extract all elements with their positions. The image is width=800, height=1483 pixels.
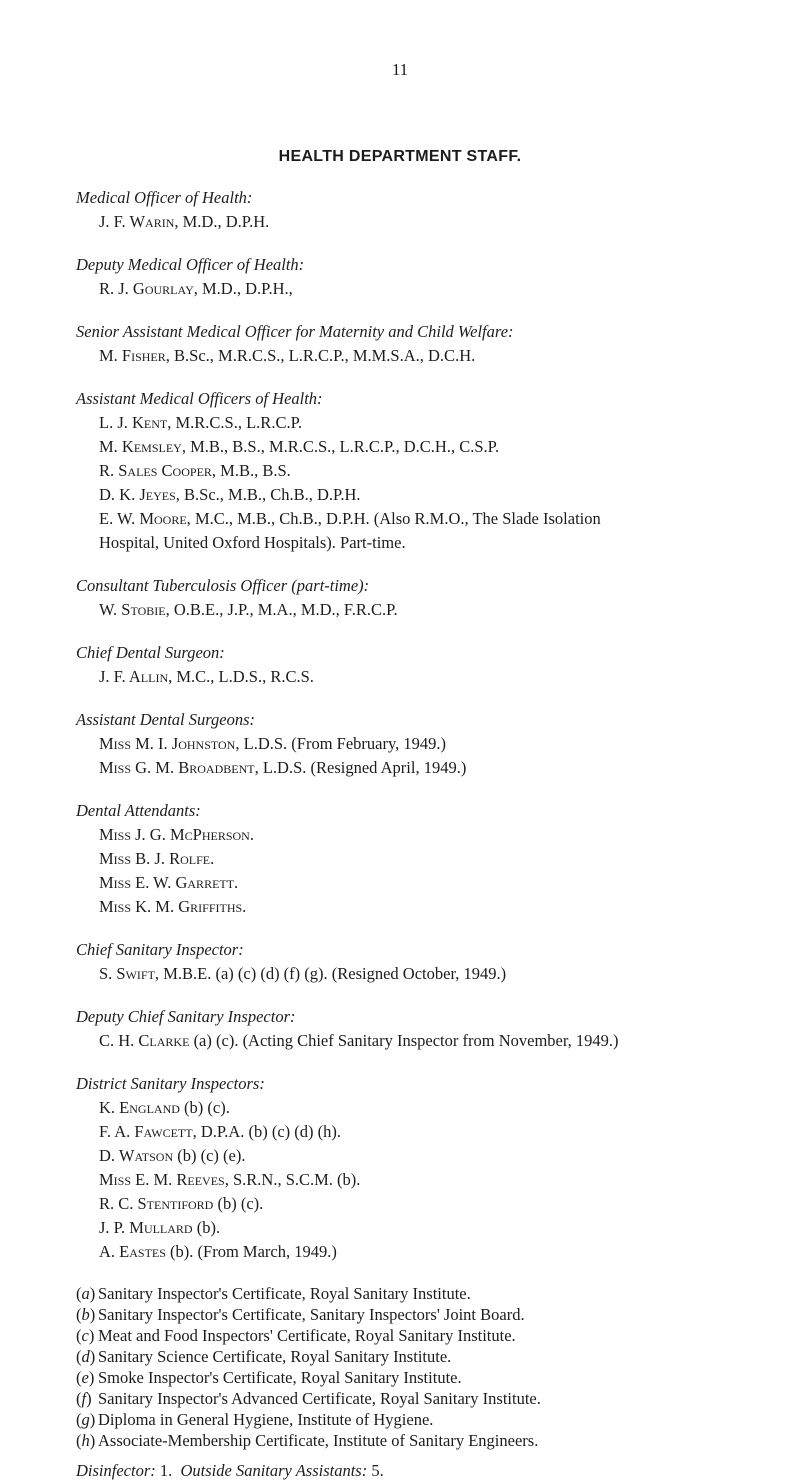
staff-qualifications: M.B., B.S. — [216, 461, 291, 480]
staff-qualifications: D.P.A. (b) (c) (d) (h). — [196, 1122, 342, 1141]
section-heading: Chief Sanitary Inspector: — [76, 940, 244, 959]
section-heading: Senior Assistant Medical Officer for Maternity and Child Welfare: — [76, 322, 514, 341]
staff-qualifications: M.R.C.S., L.R.C.P. — [171, 413, 303, 432]
staff-name: K. England — [99, 1098, 180, 1117]
staff-qualifications: M.B., B.S., M.R.C.S., L.R.C.P., D.C.H., C.S.P. — [185, 437, 500, 456]
staff-entry — [76, 1144, 796, 1168]
staff-name: J. P. Mullard — [99, 1218, 193, 1237]
staff-section — [76, 1072, 796, 1264]
section-heading: District Sanitary Inspectors: — [76, 1074, 265, 1093]
staff-entry — [76, 732, 796, 756]
staff-qualifications: L.D.S. (From February, 1949.) — [239, 734, 447, 753]
note-text: Sanitary Inspector's Certificate, Royal Sanitary Institute. — [98, 1284, 471, 1303]
staff-name: J. F. Allin, — [99, 667, 173, 686]
note-key-letter: c — [81, 1326, 89, 1345]
note-item — [76, 1367, 796, 1388]
staff-qualifications: B.Sc., M.B., Ch.B., D.P.H. — [179, 485, 361, 504]
staff-entry — [76, 1029, 796, 1053]
staff-qualifications: M.B.E. (a) (c) (d) (f) (g). (Resigned October, 1949.) — [159, 964, 507, 983]
staff-qualifications: M.C., M.B., Ch.B., D.P.H. (Also R.M.O., The Slade Isolation — [190, 509, 601, 528]
staff-name: D. Watson — [99, 1146, 174, 1165]
note-key: (f) — [76, 1389, 92, 1408]
staff-name: F. A. Fawcett, — [99, 1122, 197, 1141]
staff-entry — [76, 277, 796, 301]
staff-entry — [76, 344, 796, 368]
staff-entry — [76, 210, 796, 234]
staff-qualifications: B.Sc., M.R.C.S., L.R.C.P., M.M.S.A., D.C.H. — [169, 346, 476, 365]
bottom-line — [76, 1459, 796, 1483]
staff-name: M. Kemsley, — [99, 437, 186, 456]
note-item — [76, 1430, 796, 1451]
note-text: Smoke Inspector's Certificate, Royal Sanitary Institute. — [98, 1368, 462, 1387]
staff-entry — [76, 1120, 796, 1144]
staff-entry — [76, 507, 796, 531]
staff-qualifications: (b). (From March, 1949.) — [165, 1242, 337, 1261]
staff-entry — [76, 459, 796, 483]
note-key: (a) — [76, 1284, 96, 1303]
section-heading: Assistant Medical Officers of Health: — [76, 389, 323, 408]
note-text: Diploma in General Hygiene, Institute of Hygiene. — [98, 1410, 434, 1429]
staff-section — [76, 708, 796, 780]
staff-name: E. W. Moore, — [99, 509, 191, 528]
staff-entry — [76, 1168, 796, 1192]
page-title: HEALTH DEPARTMENT STAFF. — [278, 148, 522, 165]
staff-list — [76, 186, 796, 1483]
note-text: Sanitary Inspector's Certificate, Sanitary Inspectors' Joint Board. — [98, 1305, 525, 1324]
note-item — [76, 1409, 796, 1430]
staff-name: Miss E. M. Reeves, — [99, 1170, 229, 1189]
note-key-letter: g — [81, 1410, 90, 1429]
staff-section — [76, 574, 796, 622]
staff-name: Miss B. J. Rolfe. — [99, 849, 215, 868]
staff-name: Miss M. I. Johnston, — [99, 734, 240, 753]
staff-qualifications: M.C., L.D.S., R.C.S. — [172, 667, 314, 686]
staff-qualifications: (a) (c). (Acting Chief Sanitary Inspector from November, 1949.) — [189, 1031, 619, 1050]
staff-entry — [76, 1096, 796, 1120]
staff-name: S. Swift, — [99, 964, 160, 983]
qualification-notes — [76, 1283, 796, 1451]
staff-qualifications: (b) (c) (e). — [173, 1146, 246, 1165]
staff-entry — [76, 847, 796, 871]
staff-name: C. H. Clarke — [99, 1031, 190, 1050]
staff-entry — [76, 823, 796, 847]
staff-entry — [76, 483, 796, 507]
disinfector-value: 1. — [155, 1461, 173, 1480]
staff-name: W. Stobie, — [99, 600, 170, 619]
outside-assistants-label: Outside Sanitary Assistants: — [180, 1461, 368, 1480]
staff-qualifications: Hospital, United Oxford Hospitals). Part-time. — [99, 533, 406, 552]
staff-section — [76, 938, 796, 986]
staff-section — [76, 641, 796, 689]
staff-entry — [76, 411, 796, 435]
note-key-letter: b — [81, 1305, 90, 1324]
staff-name: D. K. Jeyes, — [99, 485, 180, 504]
note-text: Associate-Membership Certificate, Institute of Sanitary Engineers. — [98, 1431, 539, 1450]
section-heading: Deputy Medical Officer of Health: — [76, 255, 305, 274]
staff-entry — [76, 598, 796, 622]
staff-qualifications: S.R.N., S.C.M. (b). — [228, 1170, 361, 1189]
staff-section — [76, 320, 796, 368]
staff-name: L. J. Kent, — [99, 413, 172, 432]
disinfector-label: Disinfector: — [76, 1461, 156, 1480]
staff-qualifications: L.D.S. (Resigned April, 1949.) — [258, 758, 467, 777]
staff-qualifications: (b) (c). — [213, 1194, 264, 1213]
staff-name: R. C. Stentiford — [99, 1194, 214, 1213]
staff-entry — [76, 895, 796, 919]
note-text: Sanitary Inspector's Advanced Certificate, Royal Sanitary Institute. — [98, 1389, 541, 1408]
section-heading: Chief Dental Surgeon: — [76, 643, 225, 662]
staff-entry — [76, 1192, 796, 1216]
note-key-letter: h — [81, 1431, 90, 1450]
staff-section — [76, 253, 796, 301]
staff-name: Miss J. G. McPherson. — [99, 825, 254, 844]
staff-entry — [76, 665, 796, 689]
staff-qualifications: M.D., D.P.H. — [178, 212, 270, 231]
staff-qualifications: M.D., D.P.H., — [197, 279, 293, 298]
staff-section — [76, 186, 796, 234]
note-item — [76, 1283, 796, 1304]
note-key-letter: f — [81, 1389, 87, 1408]
note-key-letter: a — [81, 1284, 90, 1303]
staff-name: R. Sales Cooper, — [99, 461, 217, 480]
section-heading: Dental Attendants: — [76, 801, 201, 820]
note-text: Sanitary Science Certificate, Royal Sanitary Institute. — [98, 1347, 452, 1366]
note-key: (c) — [76, 1326, 95, 1345]
note-key: (g) — [76, 1410, 96, 1429]
note-text: Meat and Food Inspectors' Certificate, Royal Sanitary Institute. — [98, 1326, 516, 1345]
page-number: 11 — [391, 60, 409, 79]
section-heading: Consultant Tuberculosis Officer (part-time): — [76, 576, 370, 595]
staff-sections — [76, 186, 796, 1264]
note-item — [76, 1388, 796, 1409]
staff-qualifications: O.B.E., J.P., M.A., M.D., F.R.C.P. — [169, 600, 398, 619]
note-key-letter: e — [81, 1368, 89, 1387]
note-item — [76, 1346, 796, 1367]
staff-entry — [76, 1216, 796, 1240]
staff-entry — [76, 435, 796, 459]
staff-name: Miss K. M. Griffiths. — [99, 897, 247, 916]
staff-section — [76, 387, 796, 555]
note-key: (e) — [76, 1368, 95, 1387]
section-heading: Medical Officer of Health: — [76, 188, 253, 207]
outside-assistants-value: 5. — [367, 1461, 384, 1480]
staff-name: Miss E. W. Garrett. — [99, 873, 239, 892]
note-key: (h) — [76, 1431, 96, 1450]
staff-section — [76, 799, 796, 919]
staff-entry — [76, 1240, 796, 1264]
staff-name: A. Eastes — [99, 1242, 166, 1261]
note-key: (b) — [76, 1305, 96, 1324]
staff-entry — [76, 756, 796, 780]
note-key: (d) — [76, 1347, 96, 1366]
staff-entry — [76, 962, 796, 986]
note-item — [76, 1325, 796, 1346]
staff-name: R. J. Gourlay, — [99, 279, 198, 298]
staff-section — [76, 1005, 796, 1053]
staff-entry — [76, 531, 796, 555]
staff-qualifications: (b) (c). — [179, 1098, 230, 1117]
section-heading: Deputy Chief Sanitary Inspector: — [76, 1007, 296, 1026]
staff-entry — [76, 871, 796, 895]
staff-qualifications: (b). — [192, 1218, 221, 1237]
section-heading: Assistant Dental Surgeons: — [76, 710, 256, 729]
staff-name: M. Fisher, — [99, 346, 170, 365]
note-key-letter: d — [81, 1347, 90, 1366]
staff-name: Miss G. M. Broadbent, — [99, 758, 259, 777]
staff-name: J. F. Warin, — [99, 212, 179, 231]
